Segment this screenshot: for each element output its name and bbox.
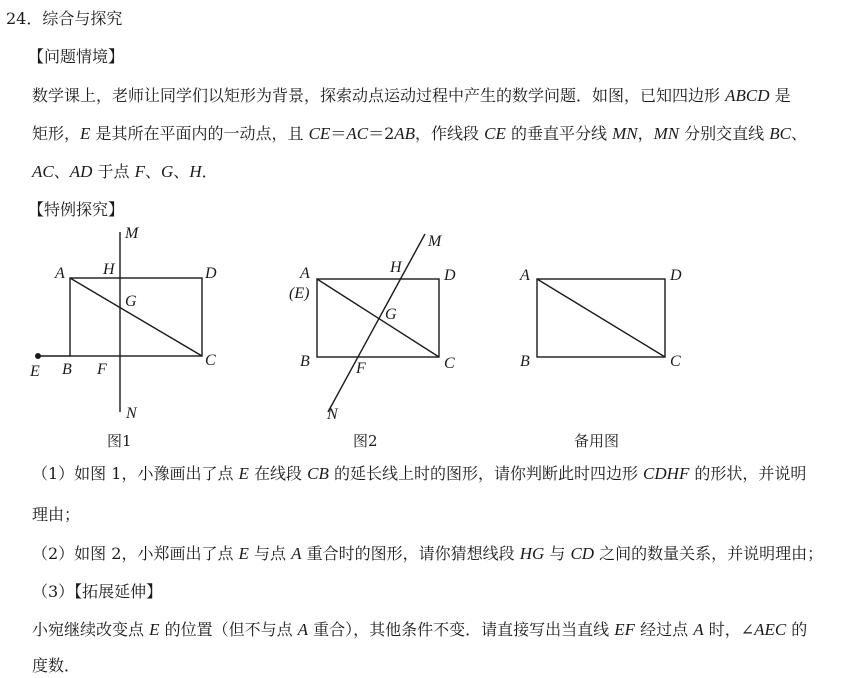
text-run: 理由； [32,505,81,524]
context-line-2 [32,121,807,144]
figure-3-diagonal-ac [537,279,665,357]
math-run: E [238,544,249,563]
context-line-3 [32,159,218,182]
part-3-heading: （3）【拓展延伸】 [32,582,163,601]
math-run: MN [612,124,638,143]
math-run: ABCD [725,86,770,105]
figure-1-label-g: G [125,293,137,310]
figure-1-label-h: H [103,261,115,278]
text-run: 重合），其他条件不变．请直接写出当直线 [308,620,615,639]
figure-3-label-c: C [670,353,681,370]
figure-2-diagonal-ac [317,279,439,357]
figure-3-label-b: B [520,353,530,370]
math-run: AEC [754,620,787,639]
math-run: A [291,544,302,563]
part-3-line-1 [32,617,807,640]
text-run: 与 [544,544,571,563]
figure-1-label-a: A [55,265,65,282]
text-run: 的 [786,620,808,639]
text-run: ＝ [330,124,347,143]
text-run: 在线段 [248,464,308,483]
math-run: E [80,124,91,143]
math-run: F [134,162,145,181]
part-1-line-1 [32,461,806,484]
text-run: 与点 [248,544,292,563]
math-run: E [149,620,160,639]
figures [0,222,864,462]
text-run: 数学课上，老师让同学们以矩形为背景，探索动点运动过程中产生的数学问题．如图，已知四边形 [32,86,726,105]
figure-3-shapes [537,279,665,357]
text-run: ＝2 [368,124,395,143]
math-run: CD [570,544,595,563]
math-run: HG [519,544,545,563]
question-number: 24． [6,9,43,28]
figure-1-point-e [35,353,41,359]
figure-1-label-d: D [205,265,217,282]
math-run: CE [308,124,331,143]
text-run: ， [637,124,654,143]
figure-2-label-a: A [300,265,310,282]
math-run: H [189,162,202,181]
figure-2-label-d: D [444,267,456,284]
figure-2-line-mn [328,234,425,412]
text-run: 时，∠ [703,620,755,639]
math-run: BC [769,124,791,143]
text-run: （2）如图 2，小郑画出了点 [32,544,239,563]
math-run: MN [653,124,680,143]
text-run: 是 [769,86,791,105]
figure-1-caption: 图1 [107,432,132,450]
figure-2-shapes [317,234,439,412]
part-1-line-2 [32,502,80,525]
math-run: CE [484,124,506,143]
math-run: A [297,620,309,639]
text-run: 、 [173,162,190,181]
figure-1-label-b: B [62,361,72,378]
figure-3-caption: 备用图 [574,432,620,450]
figure-2-label-b: B [300,353,310,370]
question-title: 综合与探究 [42,9,123,28]
math-run: AB [394,124,416,143]
figure-1-label-n: N [126,405,137,422]
figure-2-label-f: F [356,360,366,377]
math-run: AC [346,124,369,143]
math-run: EF [614,620,636,639]
part-2-line [32,541,823,564]
figure-3-label-a: A [520,267,530,284]
text-run: 的延长线上时的图形，请你判断此时四边形 [328,464,644,483]
text-run: 经过点 [635,620,694,639]
context-line-1 [32,83,791,106]
math-run: A [693,620,704,639]
figure-2-label-n: N [327,406,338,423]
math-run: AC [32,162,54,181]
figure-2-label-c: C [444,355,455,372]
math-run: G [161,162,174,181]
text-run: 、 [53,162,70,181]
math-run: E [238,464,249,483]
text-run: 、 [791,124,808,143]
part-3-line-2 [32,653,80,676]
text-run: 矩形， [32,124,81,143]
context-heading: 【问题情境】 [28,47,125,66]
figure-2-label-e: (E) [289,285,310,302]
question-header [6,6,122,29]
math-run: AD [69,162,93,181]
text-run: 的形状，并说明 [689,464,807,483]
text-run: 小宛继续改变点 [32,620,150,639]
figure-1-label-c: C [205,352,216,369]
text-run: ． [201,162,218,181]
text-run: 于点 [92,162,135,181]
figure-1-shapes [38,232,202,412]
figure-1-label-e: E [30,363,40,380]
figure-3-label-d: D [670,267,682,284]
text-run: （1）如图 1，小豫画出了点 [32,464,239,483]
figure-1-label-f: F [97,361,107,378]
figure-2-caption: 图2 [353,432,378,450]
math-run: CB [307,464,329,483]
text-run: 是其所在平面内的一动点，且 [90,124,309,143]
figure-2-label-h: H [390,259,402,276]
text-run: ，作线段 [415,124,485,143]
text-run: 分别交直线 [679,124,770,143]
math-run: CDHF [643,464,690,483]
text-run: 的位置（但不与点 [159,620,298,639]
text-run: 的垂直平分线 [505,124,613,143]
text-run: 重合时的图形，请你猜想线段 [301,544,520,563]
figure-2-label-g: G [385,306,397,323]
text-run: 、 [145,162,162,181]
text-run: 之间的数量关系，并说明理由； [594,544,824,563]
figure-1-label-m: M [125,225,139,242]
figure-1-diagonal-ac [70,278,202,356]
text-run: 度数． [32,656,81,675]
special-heading: 【特例探究】 [28,200,125,219]
figure-2-label-m: M [428,233,442,250]
